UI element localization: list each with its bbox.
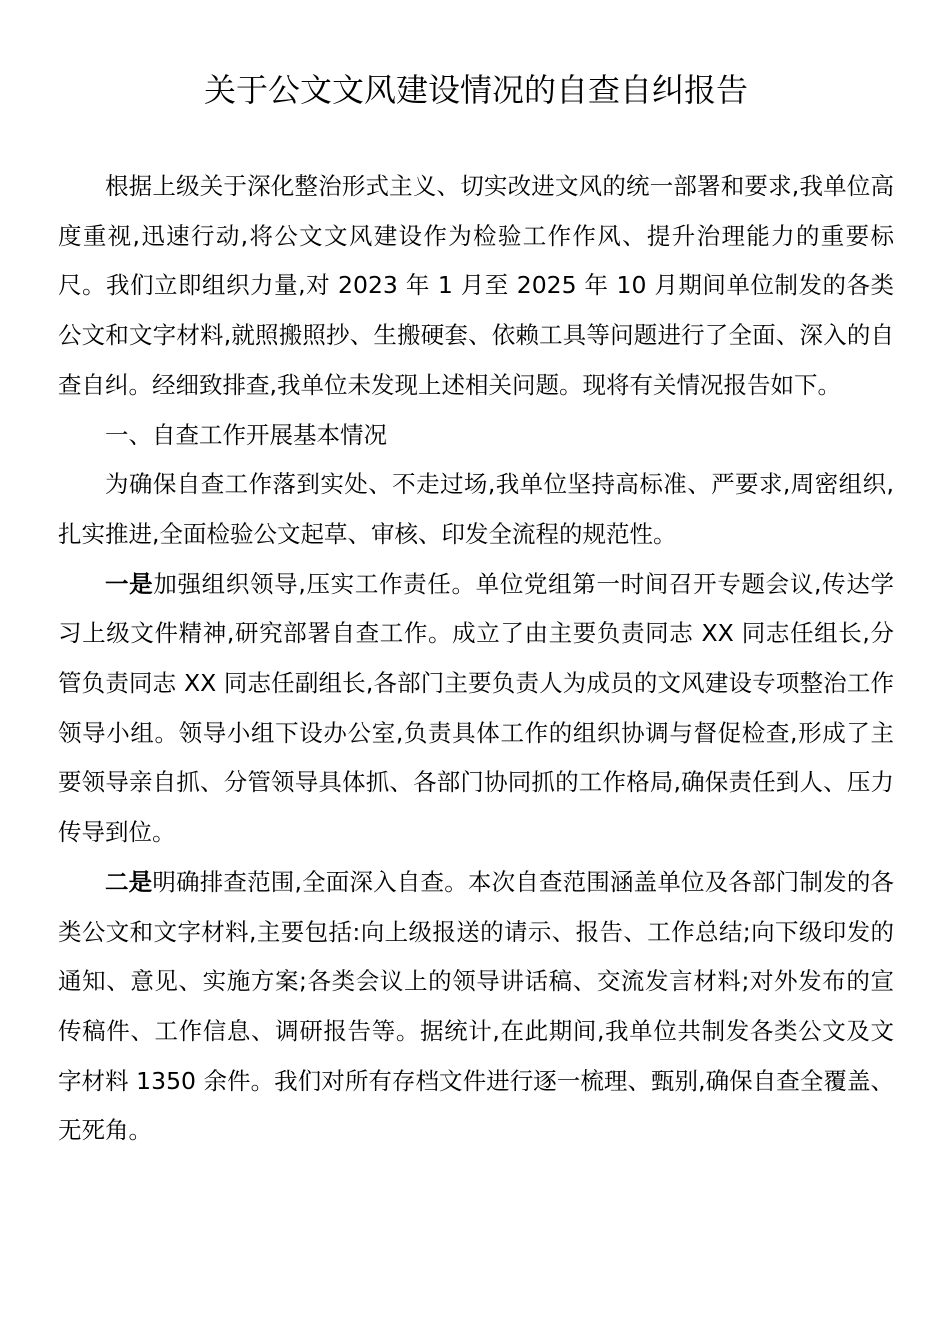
document-page bbox=[58, 60, 894, 1156]
item1-text: 加强组织领导,压实工作责任。单位党组第一时间召开专题会议,传达学习上级文件精神,研究部署自查工作。成立了由主要负责同志 XX 同志任组长,分管负责同志 XX 同志任副组长,各部门主要负责人为成员的文风建设专项整治工作领导小组。领导小组下设办公室,负责具体工作的组织协调与督促检查,形成了主要领导亲自抓、分管领导具体抓、各部门协同抓的工作格局,确保责任到人、压力传导到位。 bbox=[58, 569, 894, 847]
intro-paragraph: 根据上级关于深化整治形式主义、切实改进文风的统一部署和要求,我单位高度重视,迅速行动,将公文文风建设作为检验工作作风、提升治理能力的重要标尺。我们立即组织力量,对 2023 年 1 月至 2025 年 10 月期间单位制发的各类公文和文字材料,就照搬照抄、生搬硬套、依赖工具等问题进行了全面、深入的自查自纠。经细致排查,我单位未发现上述相关问题。现将有关情况报告如下。 bbox=[58, 172, 894, 399]
item1-lead: 一是 bbox=[105, 569, 154, 598]
item2-paragraph bbox=[58, 858, 894, 1156]
section1-intro-paragraph: 为确保自查工作落到实处、不走过场,我单位坚持高标准、严要求,周密组织,扎实推进,全面检验公文起草、审核、印发全流程的规范性。 bbox=[58, 470, 894, 548]
item1-paragraph bbox=[58, 560, 894, 858]
document-title: 关于公文文风建设情况的自查自纠报告 bbox=[203, 71, 748, 109]
item2-text: 明确排查范围,全面深入自查。本次自查范围涵盖单位及各部门制发的各类公文和文字材料,主要包括:向上级报送的请示、报告、工作总结;向下级印发的通知、意见、实施方案;各类会议上的领导讲话稿、交流发言材料;对外发布的宣传稿件、工作信息、调研报告等。据统计,在此期间,我单位共制发各类公文及文字材料 1350 余件。我们对所有存档文件进行逐一梳理、甄别,确保自查全覆盖、无死角。 bbox=[58, 867, 894, 1145]
item2-lead: 二是 bbox=[105, 867, 153, 896]
section1-heading: 一、自查工作开展基本情况 bbox=[105, 420, 387, 449]
